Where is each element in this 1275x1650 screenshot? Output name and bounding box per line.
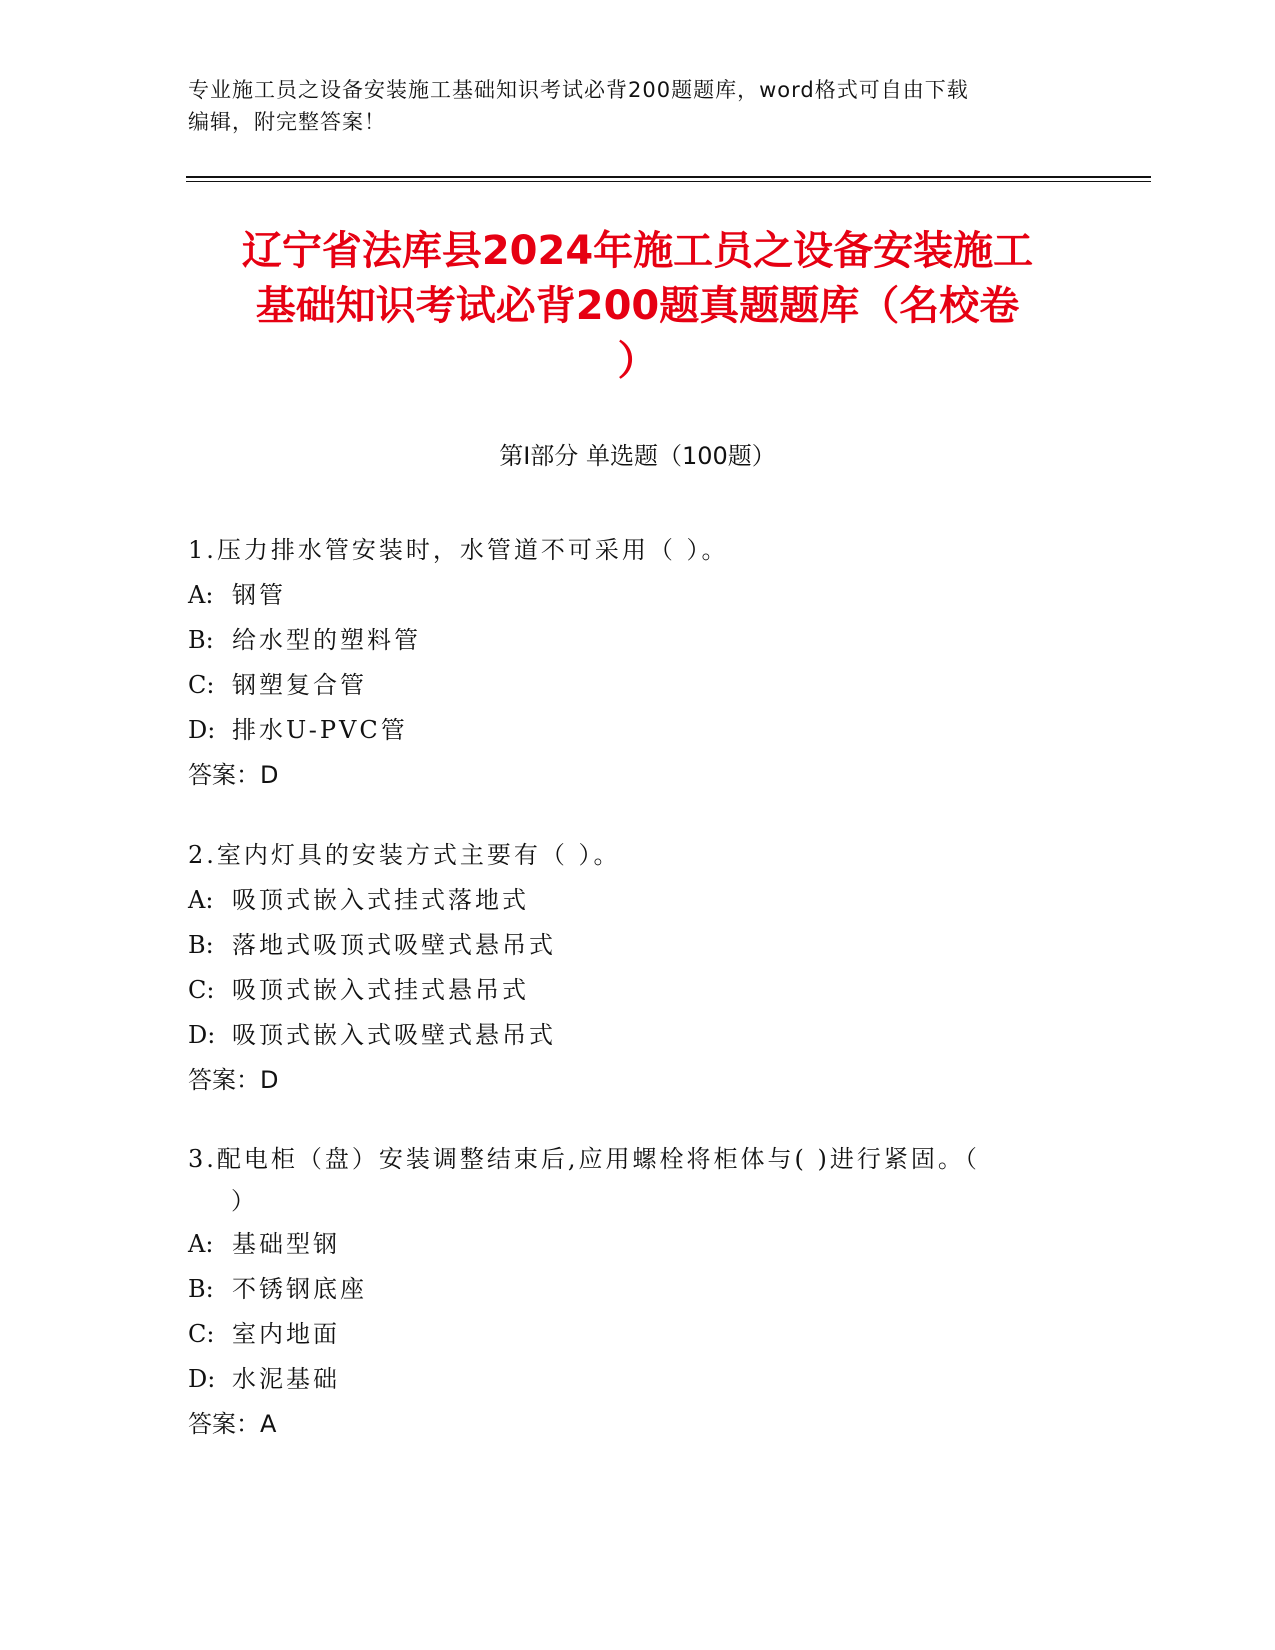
option-a — [188, 573, 1068, 618]
option-text: 给水型的塑料管 — [232, 626, 421, 654]
section-heading: 第I部分 单选题（100题） — [499, 442, 776, 470]
option-c — [188, 663, 1068, 708]
document-title — [180, 224, 1095, 389]
option-text: 钢管 — [232, 581, 286, 609]
option-b — [188, 1267, 1068, 1312]
question-1 — [188, 528, 1068, 798]
option-d — [188, 708, 1068, 753]
header-divider-thin — [186, 181, 1151, 182]
option-text: 排水U-PVC管 — [232, 716, 408, 744]
option-key: A: — [188, 1230, 214, 1258]
document-title-line-3: ） — [617, 338, 658, 384]
option-key: A: — [188, 886, 214, 914]
answer: 答案：D — [188, 1066, 279, 1094]
answer: 答案：D — [188, 761, 279, 789]
option-d — [188, 1357, 1068, 1402]
question-list — [188, 528, 1068, 1482]
header-note — [188, 74, 1068, 138]
option-text: 水泥基础 — [232, 1365, 340, 1393]
option-key: D: — [188, 1365, 216, 1393]
document-title-line-2: 基础知识考试必背200题真题题库（名校卷 — [255, 283, 1020, 329]
question-stem: 2.室内灯具的安装方式主要有（ ）。 — [188, 841, 621, 869]
option-c — [188, 1312, 1068, 1357]
option-text: 钢塑复合管 — [232, 671, 367, 699]
option-text: 基础型钢 — [232, 1230, 340, 1258]
header-divider-thick — [186, 176, 1151, 178]
option-a — [188, 878, 1068, 923]
option-key: C: — [188, 976, 215, 1004]
option-text: 室内地面 — [232, 1320, 340, 1348]
option-key: D: — [188, 1021, 216, 1049]
question-2 — [188, 833, 1068, 1103]
option-c — [188, 968, 1068, 1013]
option-text: 落地式吸顶式吸壁式悬吊式 — [232, 931, 556, 959]
option-key: B: — [188, 626, 214, 654]
question-3 — [188, 1138, 1068, 1447]
option-a — [188, 1222, 1068, 1267]
option-d — [188, 1013, 1068, 1058]
option-key: C: — [188, 1320, 215, 1348]
document-title-line-1: 辽宁省法库县2024年施工员之设备安装施工 — [241, 228, 1034, 274]
option-text: 不锈钢底座 — [232, 1275, 367, 1303]
answer: 答案：A — [188, 1410, 277, 1438]
question-stem-continuation: ） — [231, 1187, 258, 1215]
option-key: B: — [188, 931, 214, 959]
header-note-line-2: 编辑，附完整答案！ — [188, 110, 386, 134]
option-text: 吸顶式嵌入式挂式悬吊式 — [232, 976, 529, 1004]
option-b — [188, 618, 1068, 663]
option-key: C: — [188, 671, 215, 699]
option-key: A: — [188, 581, 214, 609]
option-key: D: — [188, 716, 216, 744]
option-text: 吸顶式嵌入式挂式落地式 — [232, 886, 529, 914]
header-note-line-1: 专业施工员之设备安装施工基础知识考试必背200题题库，word格式可自由下载 — [188, 78, 969, 102]
question-stem: 1.压力排水管安装时，水管道不可采用（ ）。 — [188, 536, 729, 564]
option-b — [188, 923, 1068, 968]
question-stem-text: 3.配电柜（盘）安装调整结束后,应用螺栓将柜体与( )进行紧固。（ — [188, 1145, 980, 1173]
question-stem — [188, 1138, 1068, 1222]
option-key: B: — [188, 1275, 214, 1303]
option-text: 吸顶式嵌入式吸壁式悬吊式 — [232, 1021, 556, 1049]
